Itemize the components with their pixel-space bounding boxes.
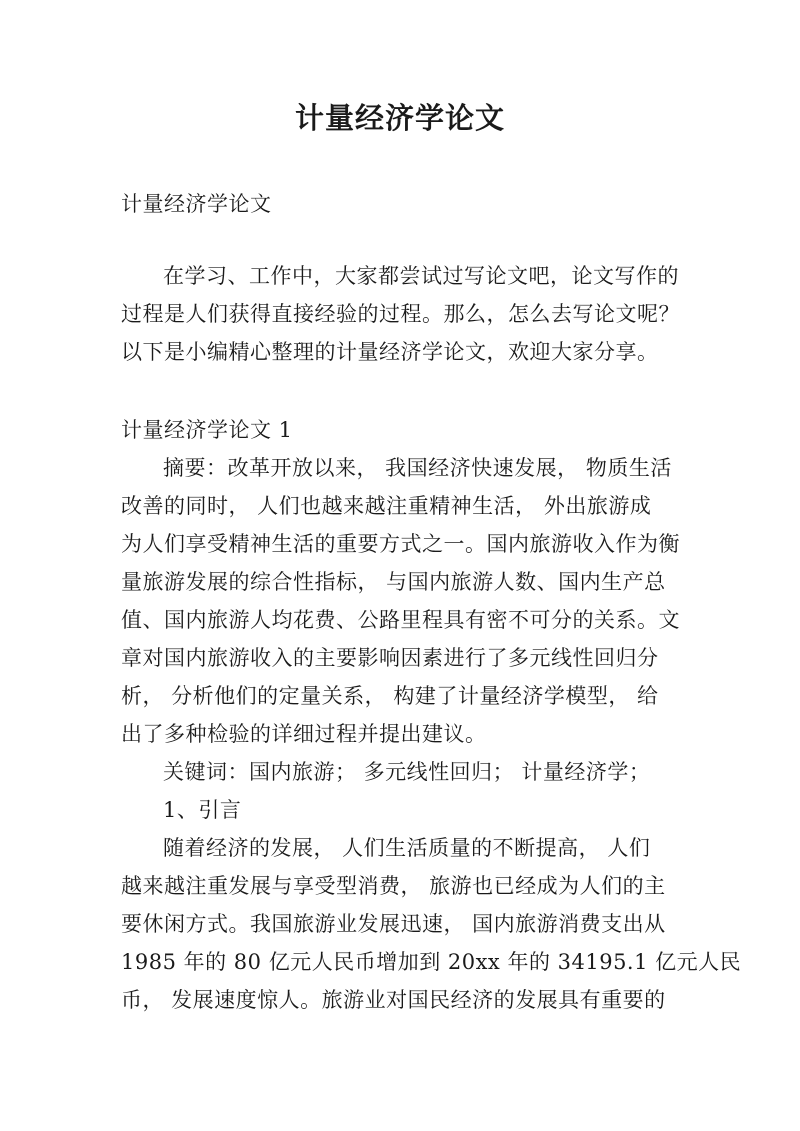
abstract-line-1: 摘要：改革开放以来， 我国经济快速发展， 物质生活 (163, 456, 672, 480)
abstract-line-5: 值、国内旅游人均花费、公路里程具有密不可分的关系。文 (121, 608, 680, 632)
document-subtitle: 计量经济学论文 (121, 192, 272, 216)
body-line-2: 越来越注重发展与享受型消费， 旅游也已经成为人们的主 (121, 874, 666, 898)
keywords-line: 关键词：国内旅游； 多元线性回归； 计量经济学； (163, 760, 651, 784)
abstract-line-4: 量旅游发展的综合性指标， 与国内旅游人数、国内生产总 (121, 570, 666, 594)
abstract-line-2: 改善的同时， 人们也越来越注重精神生活， 外出旅游成 (121, 494, 652, 518)
intro-line-3: 以下是小编精心整理的计量经济学论文，欢迎大家分享。 (121, 340, 659, 364)
section-heading: 计量经济学论文 1 (121, 418, 293, 442)
body-line-3: 要休闲方式。我国旅游业发展迅速， 国内旅游消费支出从 (121, 912, 666, 936)
abstract-line-6: 章对国内旅游收入的主要影响因素进行了多元线性回归分 (121, 646, 659, 670)
abstract-line-3: 为人们享受精神生活的重要方式之一。国内旅游收入作为衡 (121, 532, 680, 556)
intro-line-1: 在学习、工作中，大家都尝试过写论文吧，论文写作的 (163, 264, 679, 288)
intro-heading: 1、引言 (163, 798, 242, 822)
body-line-1: 随着经济的发展， 人们生活质量的不断提高， 人们 (163, 836, 651, 860)
document-title: 计量经济学论文 (294, 101, 505, 135)
intro-line-2: 过程是人们获得直接经验的过程。那么，怎么去写论文呢？ (121, 302, 680, 326)
body-line-4: 1985 年的 80 亿元人民币增加到 20xx 年的 34195.1 亿元人民 (121, 950, 742, 974)
abstract-line-8: 出了多种检验的详细过程并提出建议。 (121, 722, 487, 746)
body-line-5: 币， 发展速度惊人。旅游业对国民经济的发展具有重要的 (121, 988, 666, 1012)
abstract-line-7: 析， 分析他们的定量关系， 构建了计量经济学模型， 给 (121, 684, 659, 708)
